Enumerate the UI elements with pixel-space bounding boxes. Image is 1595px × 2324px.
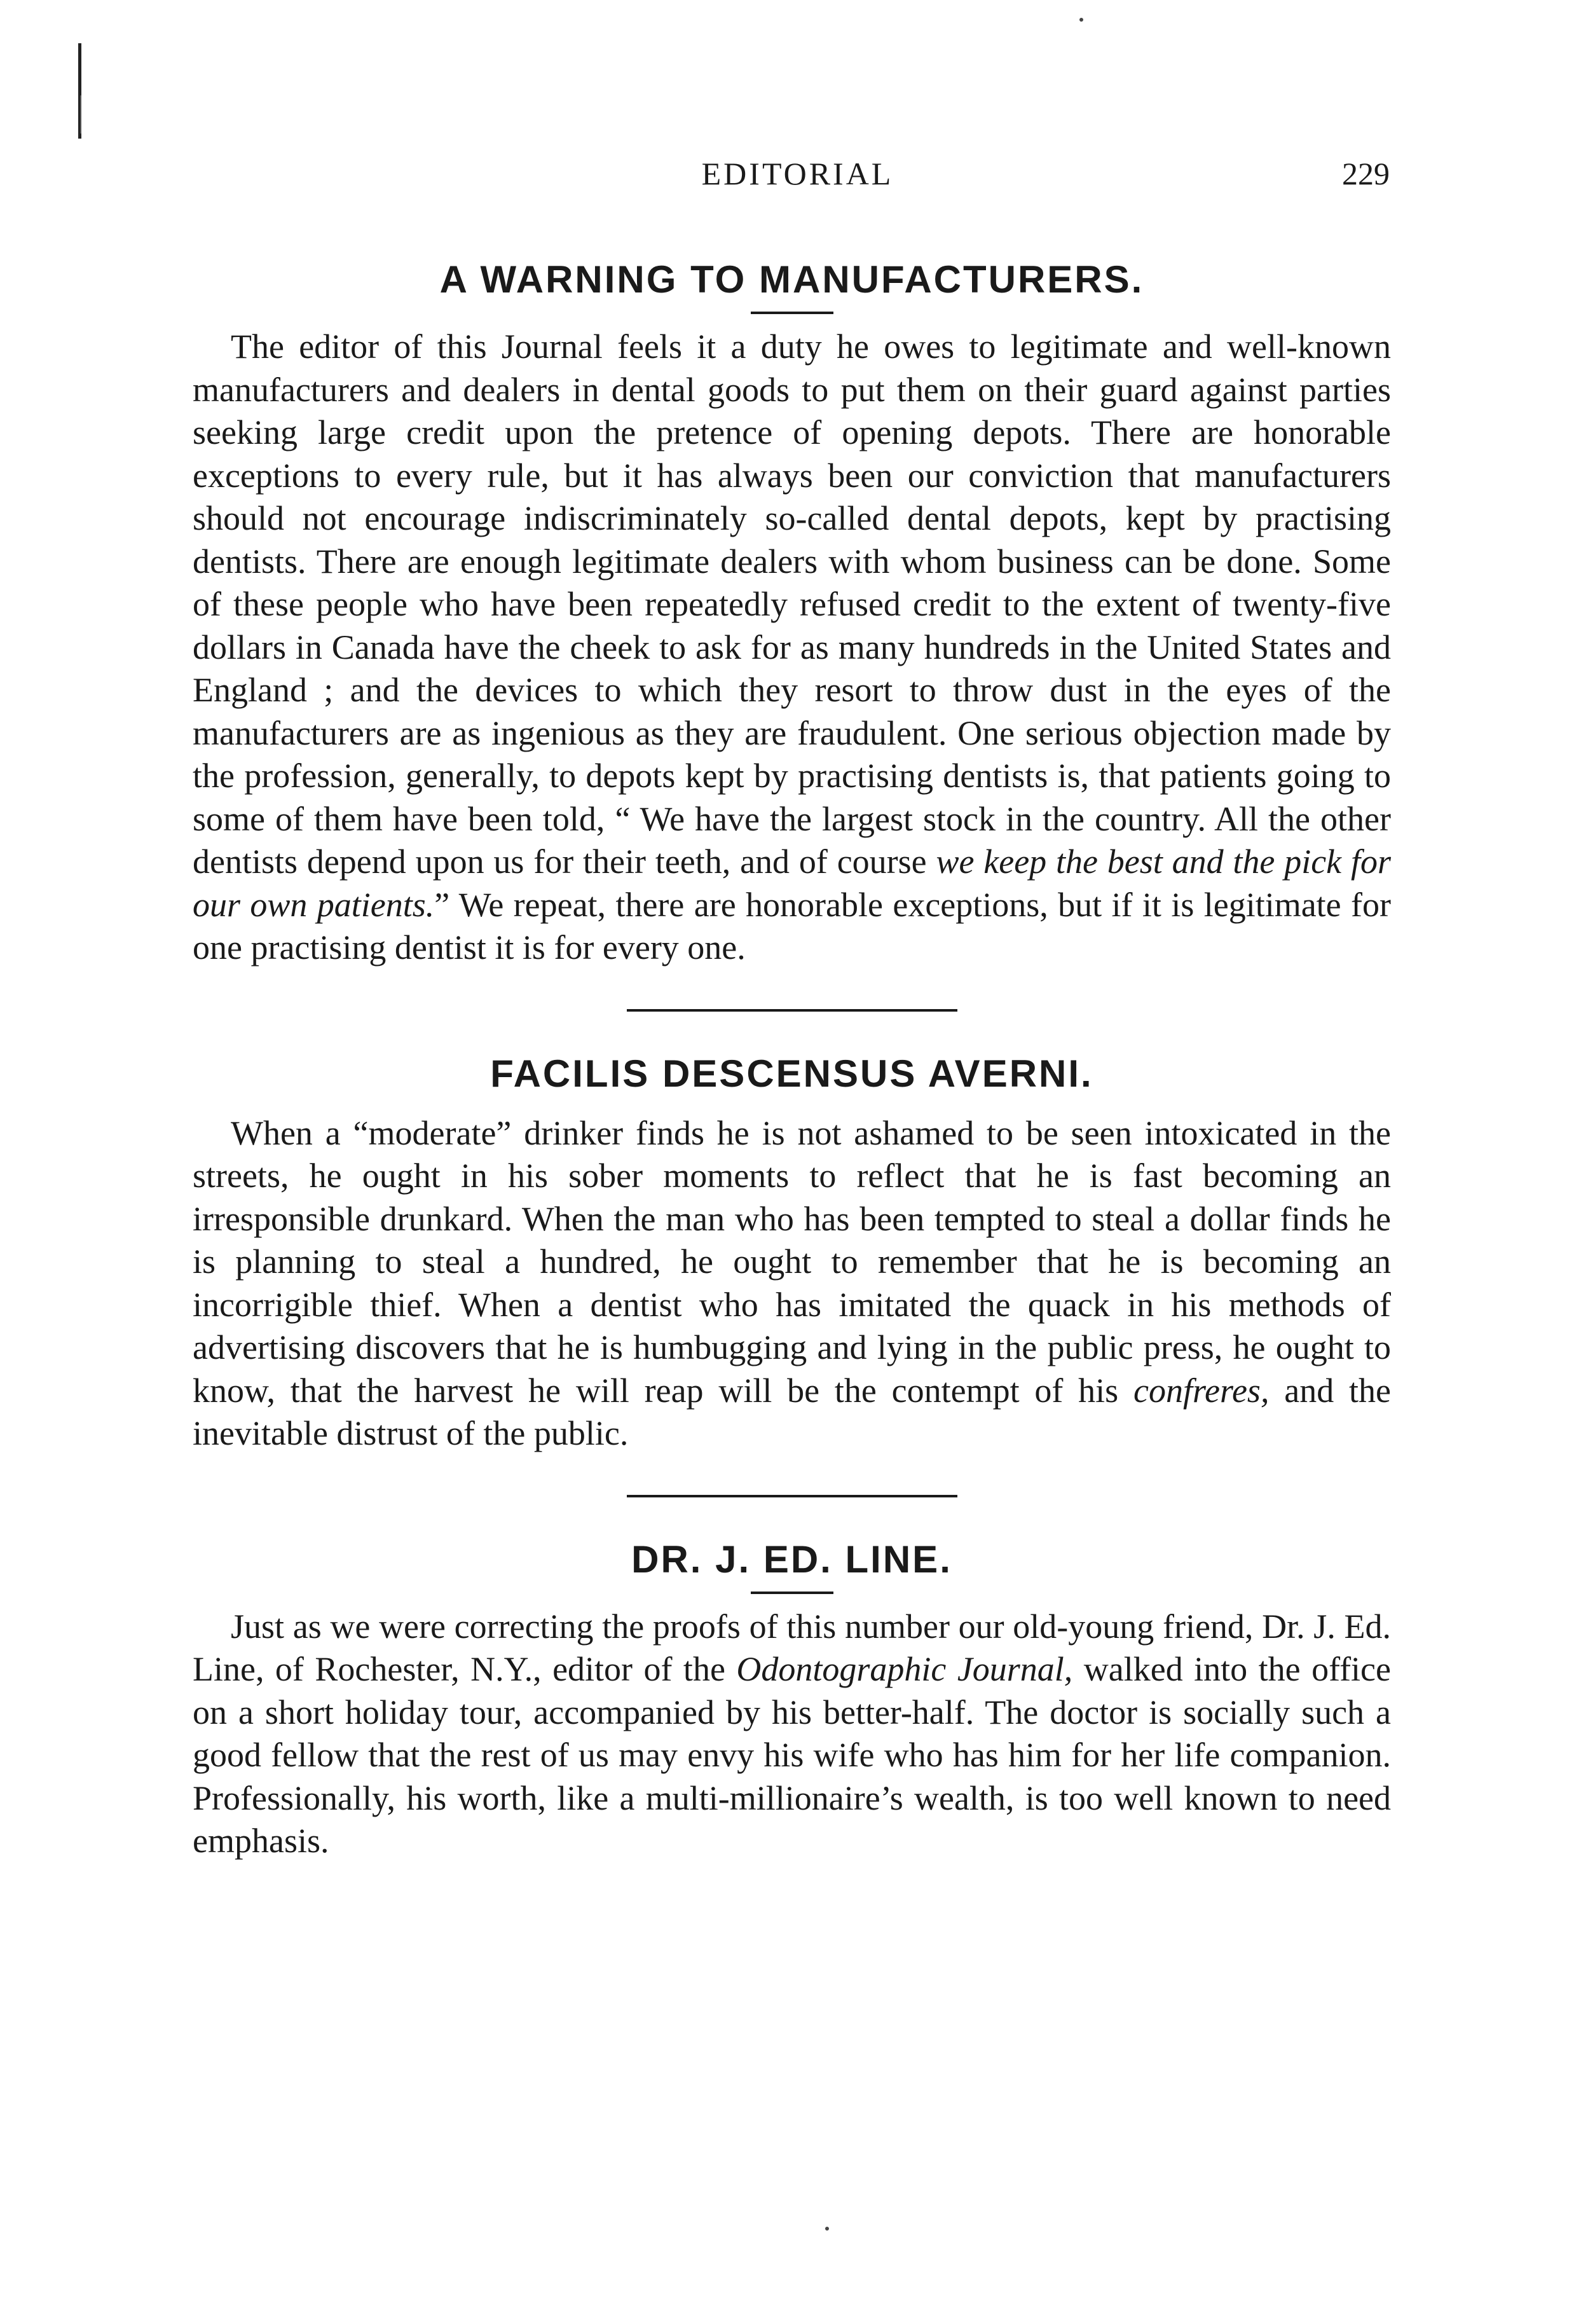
paragraph-text: Just as we were correcting the proofs of this number our old-young friend, Dr. J. Ed. Line, of Rochester, N.Y., editor of the — [193, 1607, 1391, 1688]
heading-spacer — [193, 1099, 1391, 1112]
paragraph-italic-text: we keep the best and the pick for our own patients. — [193, 842, 1391, 924]
running-head — [0, 151, 1595, 196]
article-facilis-descensus-averni — [193, 1049, 1391, 1455]
article-paragraph — [193, 1605, 1391, 1863]
page-number: 229 — [1342, 156, 1390, 191]
paragraph-text: The editor of this Journal feels it a duty he owes to legitimate and well-known manufacturers and dealers in dental goods to put them on their guard against parties seeking large credit upon the pretence of opening depots. There are honorable exceptions to every rule, but it has always been our conviction that manufacturers should not encourage indiscriminately so-called dental depots, kept by practising dentists. There are enough legitimate dealers with whom business can be done. Some of these people who have been repeatedly refused credit to the extent of twenty-five dollars in Canada have the cheek to ask for as many hundreds in the United States and England ; and the devices to which they resort to throw dust in the eyes of the manufacturers are as ingenious as they are fraudulent. One serious objection made by the profession, generally, to depots kept by practising dentists is, that patients going to some of them have been told, “ We have the largest stock in the country. All the other dentists depend upon us for their teeth, and of course — [193, 327, 1391, 881]
margin-scan-mark-thin — [80, 95, 81, 134]
paragraph-text: and the inevitable distrust of the public. — [193, 1371, 1391, 1452]
paragraph-text: walked into the office on a short holiday tour, accompanied by his better-half. The doctor is socially such a good fellow that the rest of us may envy his wife who has him for her life companion. Professionally, his worth, like a multi-millionaire’s wealth, is too well known to need emphasis. — [193, 1650, 1391, 1860]
section-divider — [627, 1495, 957, 1497]
scan-speck — [825, 2227, 829, 2231]
paragraph-italic-text: confreres, — [1133, 1371, 1270, 1410]
paragraph-text: When a “moderate” drinker finds he is not ashamed to be seen intoxicated in the streets, he ought in his sober moments to reflect that he is fast becoming an irresponsible drunkard. When the man who has been tempted to steal a dollar finds he is planning to steal a hundred, he ought to remember that he is becoming an incorrigible thief. When a dentist who has imitated the quack in his methods of advertising discovers that he is humbugging and lying in the public press, he ought to know, that the harvest he will reap will be the contempt of his — [193, 1113, 1391, 1410]
article-warning-to-manufacturers — [193, 254, 1391, 970]
paragraph-text: ” We repeat, there are honorable exceptions, but if it is legitimate for one practising dentist it is for every one. — [193, 885, 1391, 966]
article-paragraph — [193, 326, 1391, 970]
article-paragraph — [193, 1112, 1391, 1455]
heading-rule — [751, 312, 833, 314]
article-heading: FACILIS DESCENSUS AVERNI. — [490, 1052, 1093, 1095]
section-divider — [627, 1009, 957, 1012]
article-heading: DR. J. ED. LINE. — [631, 1537, 952, 1581]
running-title: EDITORIAL — [701, 156, 894, 191]
paragraph-italic-text: Odontographic Journal, — [736, 1650, 1073, 1688]
heading-rule — [751, 1592, 833, 1594]
scan-speck — [1079, 18, 1083, 22]
article-dr-j-ed-line — [193, 1534, 1391, 1863]
text-column — [193, 254, 1391, 1863]
article-heading: A WARNING TO MANUFACTURERS. — [439, 258, 1144, 301]
